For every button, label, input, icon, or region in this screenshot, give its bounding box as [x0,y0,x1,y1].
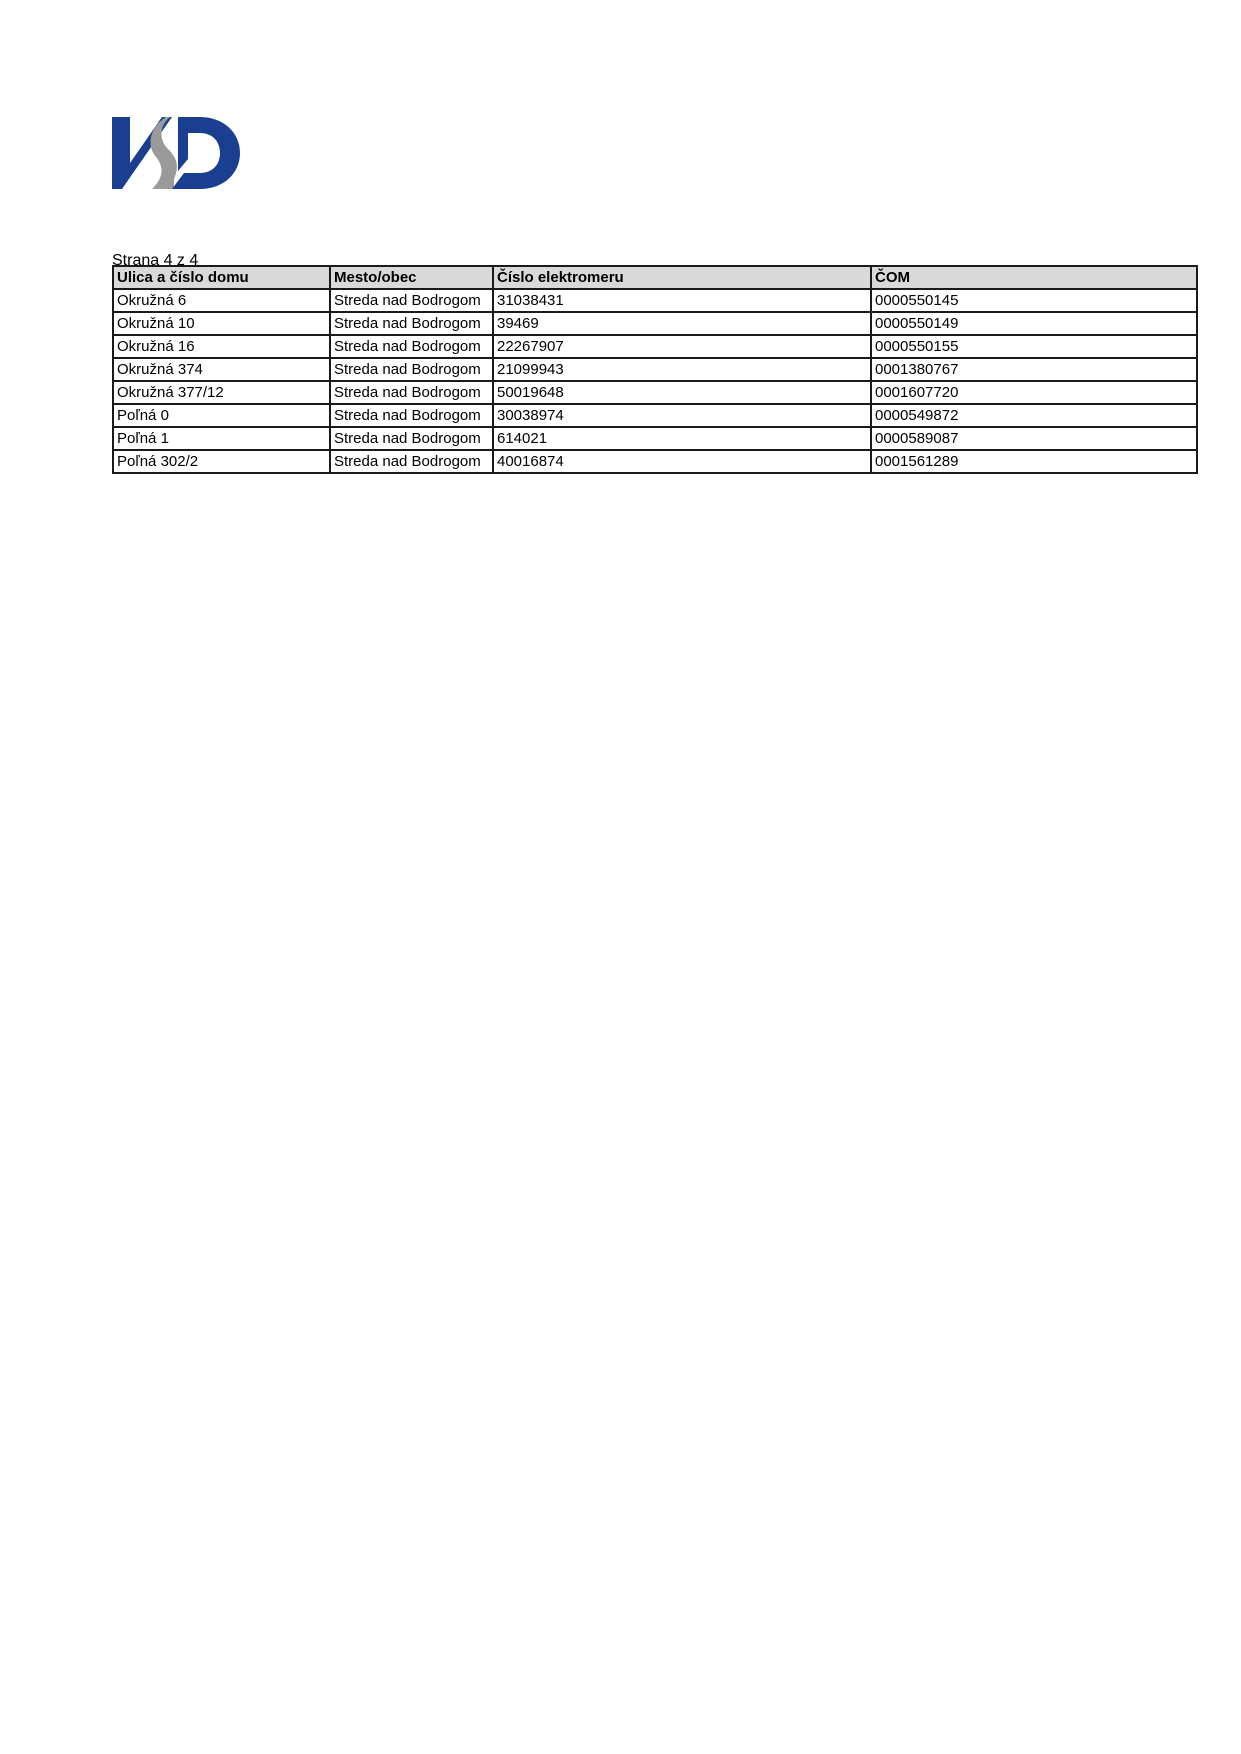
cell-city: Streda nad Bodrogom [330,450,493,473]
cell-street: Okružná 10 [113,312,330,335]
cell-com: 0000549872 [871,404,1197,427]
cell-com: 0000589087 [871,427,1197,450]
cell-meter-number: 50019648 [493,381,871,404]
cell-street: Okružná 374 [113,358,330,381]
vsd-logo-icon [112,117,240,189]
cell-city: Streda nad Bodrogom [330,381,493,404]
cell-meter-number: 30038974 [493,404,871,427]
vsd-logo [112,117,240,189]
table-row [113,450,1197,473]
cell-city: Streda nad Bodrogom [330,289,493,312]
cell-com: 0000550145 [871,289,1197,312]
meter-table [112,265,1198,474]
cell-com: 0001607720 [871,381,1197,404]
cell-com: 0001380767 [871,358,1197,381]
cell-meter-number: 22267907 [493,335,871,358]
cell-meter-number: 21099943 [493,358,871,381]
cell-street: Poľná 302/2 [113,450,330,473]
cell-street: Okružná 377/12 [113,381,330,404]
cell-street: Poľná 1 [113,427,330,450]
cell-city: Streda nad Bodrogom [330,358,493,381]
table-row [113,358,1197,381]
cell-street: Poľná 0 [113,404,330,427]
cell-city: Streda nad Bodrogom [330,312,493,335]
cell-com: 0001561289 [871,450,1197,473]
cell-com: 0000550149 [871,312,1197,335]
cell-city: Streda nad Bodrogom [330,404,493,427]
page-counter: Strana 4 z 4 [112,252,199,266]
cell-meter-number: 31038431 [493,289,871,312]
table-header-row [113,266,1197,289]
table-row [113,381,1197,404]
header-meter-number: Číslo elektromeru [493,266,871,289]
header-com: ČOM [871,266,1197,289]
cell-city: Streda nad Bodrogom [330,335,493,358]
cell-meter-number: 614021 [493,427,871,450]
header-street: Ulica a číslo domu [113,266,330,289]
table-row [113,312,1197,335]
table-row [113,335,1197,358]
table-row [113,289,1197,312]
cell-city: Streda nad Bodrogom [330,427,493,450]
cell-street: Okružná 16 [113,335,330,358]
cell-com: 0000550155 [871,335,1197,358]
cell-street: Okružná 6 [113,289,330,312]
header-city: Mesto/obec [330,266,493,289]
table-row [113,427,1197,450]
cell-meter-number: 39469 [493,312,871,335]
cell-meter-number: 40016874 [493,450,871,473]
table-row [113,404,1197,427]
